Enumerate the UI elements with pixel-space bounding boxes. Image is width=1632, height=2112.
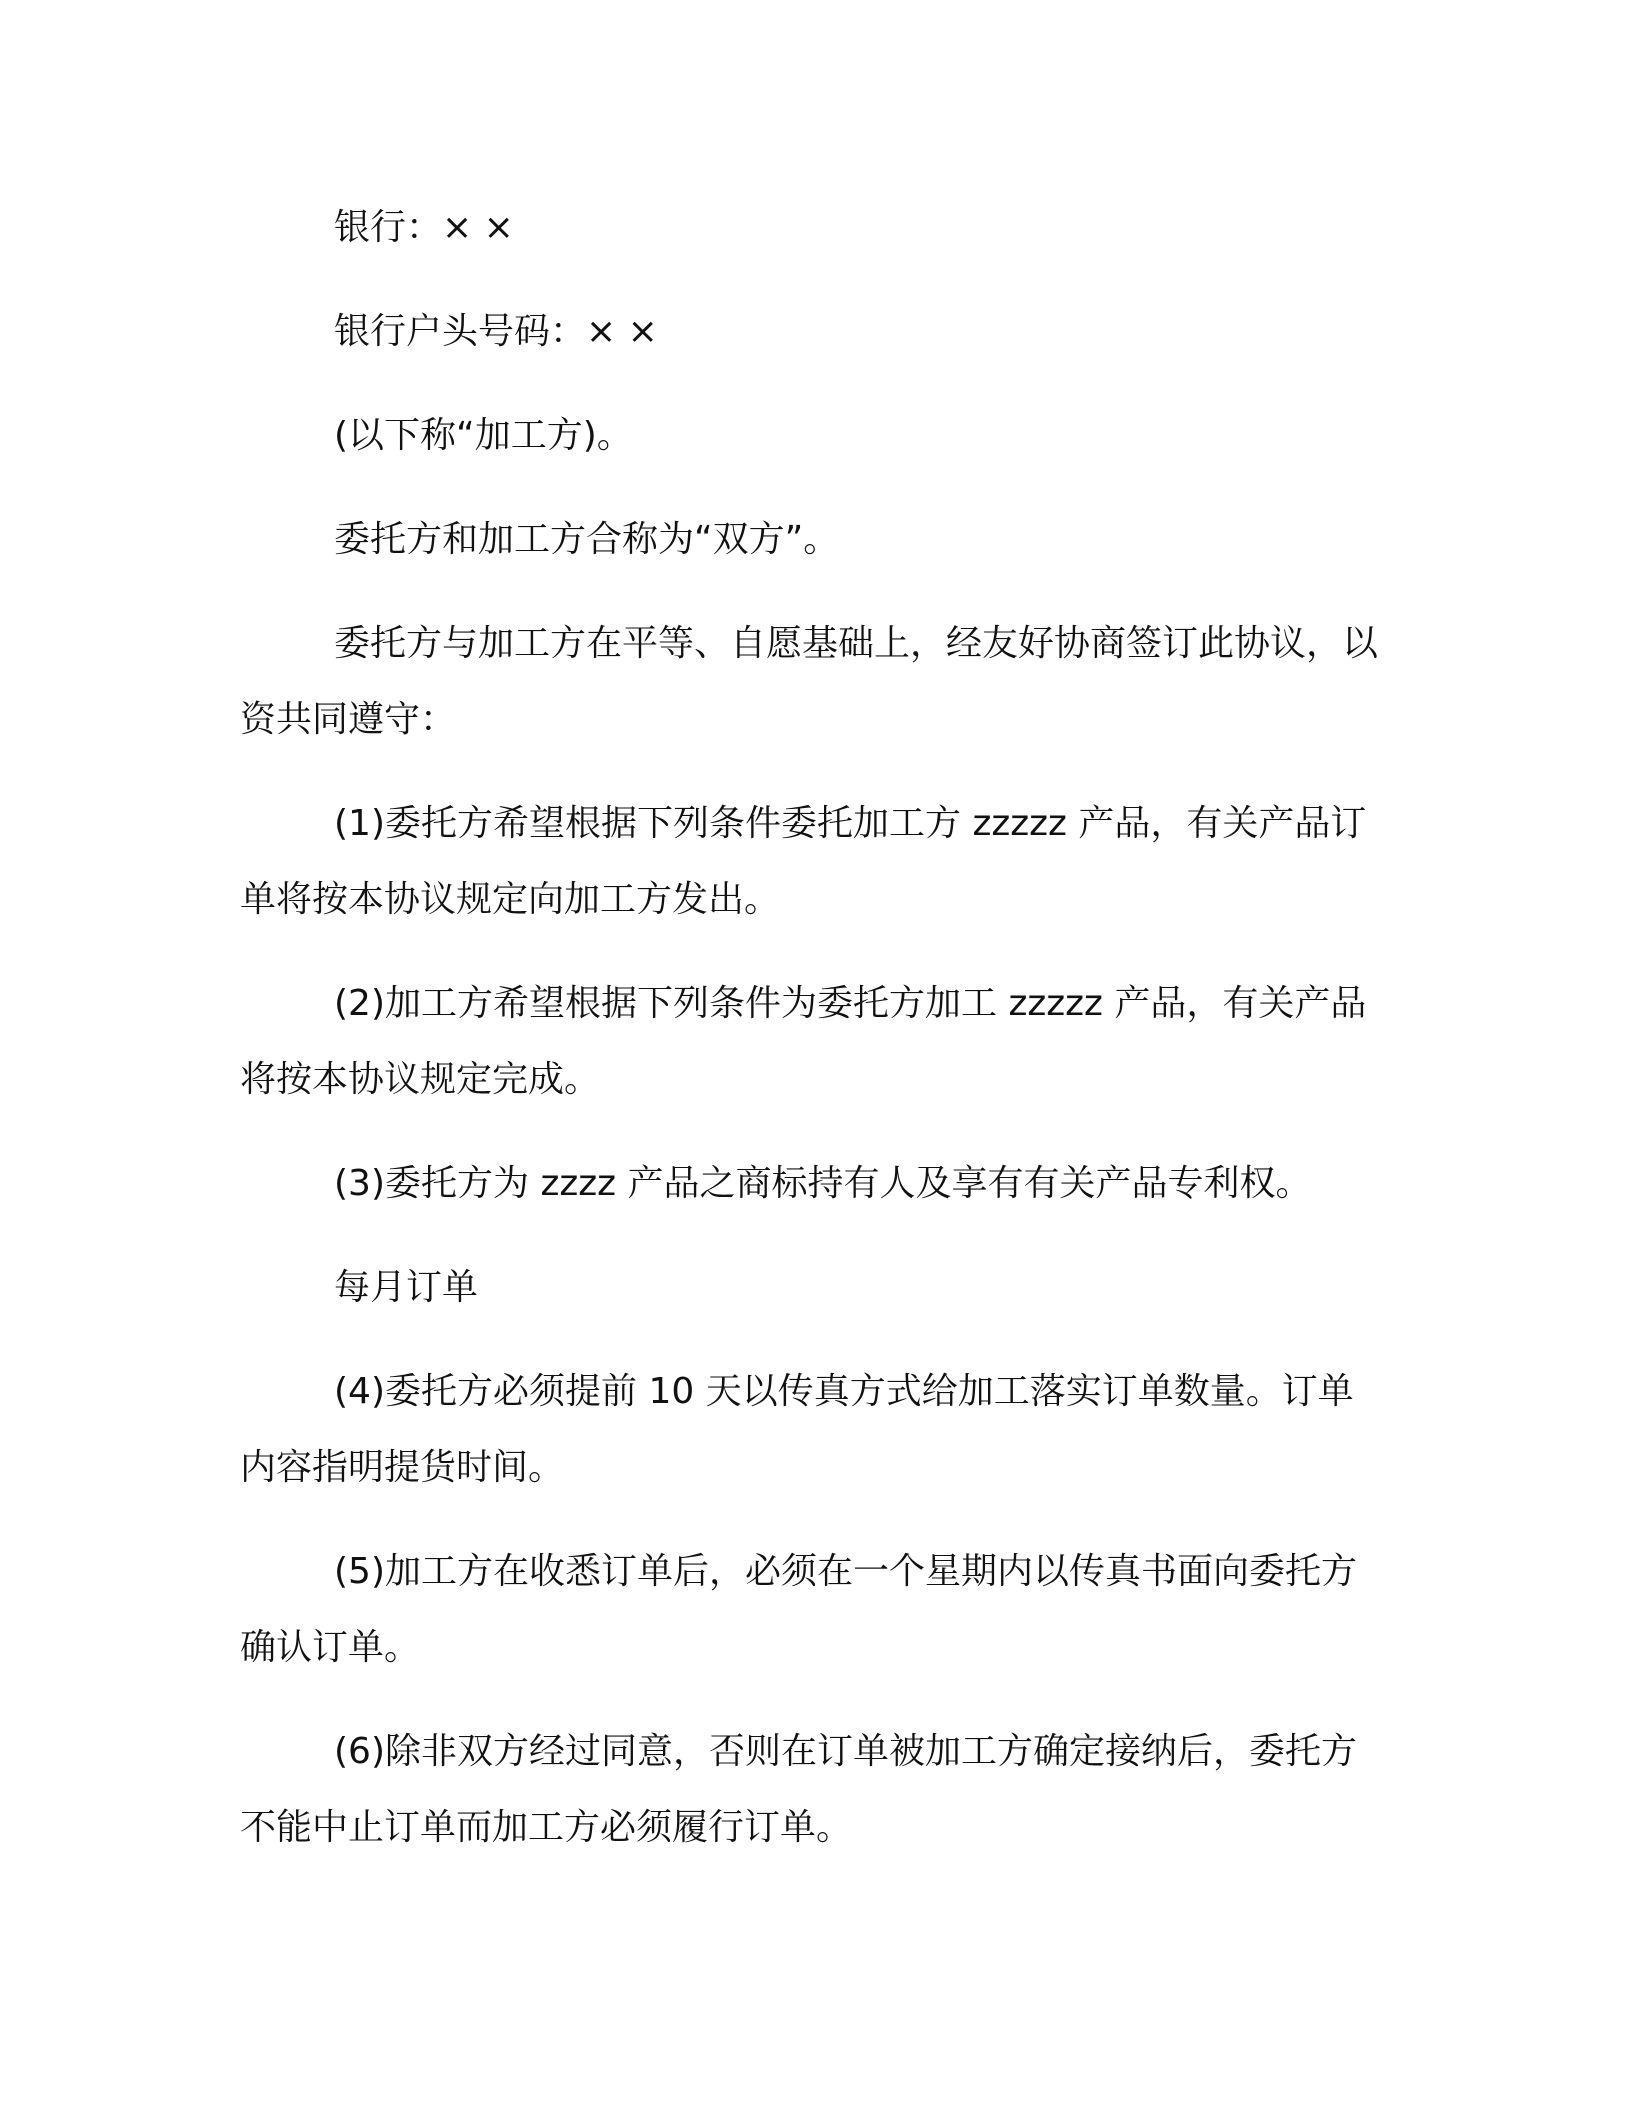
clause-1: (1)委托方希望根据下列条件委托加工方 zzzzz 产品，有关产品订单将按本协议规定向加工方发出。 bbox=[240, 803, 1367, 920]
clause-4: (4)委托方必须提前 10 天以传真方式给加工落实订单数量。订单内容指明提货时间。 bbox=[240, 1371, 1354, 1488]
clause-3: (3)委托方为 zzzz 产品之商标持有人及享有有关产品专利权。 bbox=[334, 1163, 1312, 1204]
clause-2: (2)加工方希望根据下列条件为委托方加工 zzzzz 产品，有关产品将按本协议规定完成。 bbox=[240, 983, 1367, 1100]
clause-6: (6)除非双方经过同意，否则在订单被加工方确定接纳后，委托方不能中止订单而加工方必须履行订单。 bbox=[240, 1731, 1357, 1848]
processor-definition: (以下称“加工方)。 bbox=[334, 415, 633, 456]
bank-account-line: 银行户头号码：× × bbox=[334, 311, 658, 352]
parties-definition: 委托方和加工方合称为“双方”。 bbox=[334, 519, 840, 560]
bank-line: 银行：× × bbox=[334, 207, 514, 248]
document-body bbox=[240, 190, 1380, 1866]
section-heading-monthly-orders: 每月订单 bbox=[334, 1267, 479, 1308]
agreement-intro: 委托方与加工方在平等、自愿基础上，经友好协商签订此协议，以资共同遵守： bbox=[240, 623, 1379, 740]
clause-5: (5)加工方在收悉订单后，必须在一个星期内以传真书面向委托方确认订单。 bbox=[240, 1551, 1357, 1668]
